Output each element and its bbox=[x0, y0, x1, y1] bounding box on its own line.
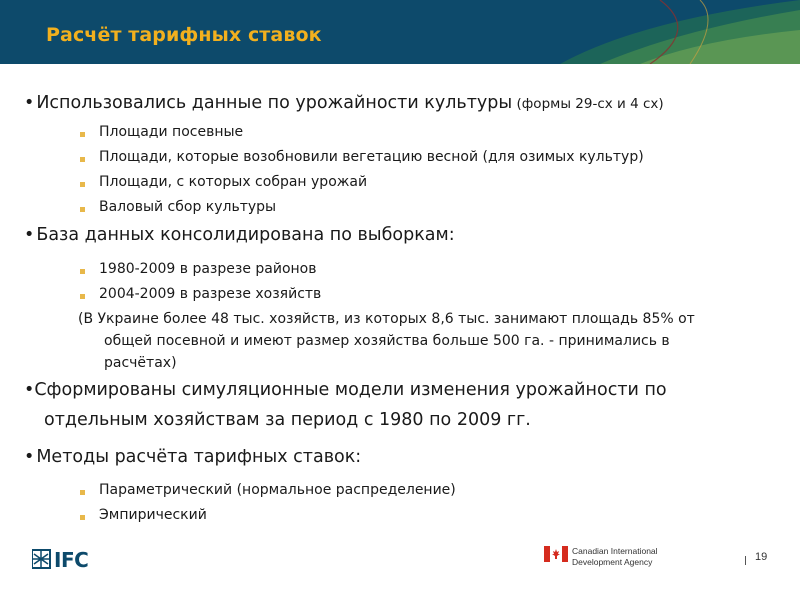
bullet-methods bbox=[24, 447, 361, 467]
sub-item: Площади, которые возобновили вегетацию весной (для озимых культур) bbox=[99, 149, 644, 165]
header-bar bbox=[0, 0, 800, 64]
note-line: расчётах) bbox=[104, 355, 177, 371]
sub-bullet-marker bbox=[80, 182, 85, 187]
sub-bullet-marker bbox=[80, 294, 85, 299]
bullet-suffix: (формы 29-сх и 4 сх) bbox=[512, 96, 664, 112]
sub-bullet-marker bbox=[80, 269, 85, 274]
bullet-text-line: Сформированы симуляционные модели изменения урожайности по bbox=[34, 380, 667, 400]
sub-item: Площади, с которых собран урожай bbox=[99, 174, 368, 190]
cida-line: Canadian International bbox=[572, 546, 658, 556]
sub-bullet-marker bbox=[80, 490, 85, 495]
sub-item: Эмпирический bbox=[99, 507, 207, 523]
bullet-text: Методы расчёта тарифных ставок: bbox=[36, 447, 362, 467]
page-number: 19 bbox=[755, 551, 768, 563]
sub-bullet-marker bbox=[80, 132, 85, 137]
farm-note bbox=[78, 308, 768, 374]
sub-item: 2004-2009 в разрезе хозяйств bbox=[99, 286, 322, 302]
footer bbox=[0, 540, 800, 580]
sub-item: Параметрический (нормальное распределение) bbox=[99, 482, 456, 498]
canada-flag-icon bbox=[544, 546, 568, 562]
page-title: Расчёт тарифных ставок bbox=[46, 24, 322, 46]
bullet-marker: • bbox=[24, 225, 35, 245]
sub-item: Площади посевные bbox=[99, 124, 244, 140]
bullet-text: Использовались данные по урожайности культуры bbox=[36, 93, 513, 113]
bullet-simulation bbox=[24, 375, 764, 435]
cida-line: Development Agency bbox=[572, 557, 653, 567]
cida-logo-text bbox=[572, 546, 658, 568]
ifc-logo-mark bbox=[32, 548, 52, 570]
note-line: общей посевной и имеют размер хозяйства больше 500 га. - принимались в bbox=[104, 333, 670, 349]
sub-bullet-marker bbox=[80, 207, 85, 212]
bullet-data-sources bbox=[24, 93, 664, 113]
bullet-marker: • bbox=[24, 447, 35, 467]
bullet-marker: • bbox=[24, 93, 35, 113]
bullet-marker: • bbox=[24, 380, 35, 400]
note-line: (В Украине более 48 тыс. хозяйств, из которых 8,6 тыс. занимают площадь 85% от bbox=[78, 311, 695, 327]
sub-bullet-marker bbox=[80, 157, 85, 162]
bullet-database bbox=[24, 225, 455, 245]
sub-item: Валовый сбор культуры bbox=[99, 199, 277, 215]
bullet-text: База данных консолидирована по выборкам: bbox=[36, 225, 455, 245]
sub-bullet-marker bbox=[80, 515, 85, 520]
page-separator bbox=[745, 556, 746, 565]
ifc-logo-text: IFC bbox=[54, 548, 89, 572]
sub-item: 1980-2009 в разрезе районов bbox=[99, 261, 317, 277]
bullet-text-line: отдельным хозяйствам за период с 1980 по 2009 гг. bbox=[44, 410, 531, 430]
